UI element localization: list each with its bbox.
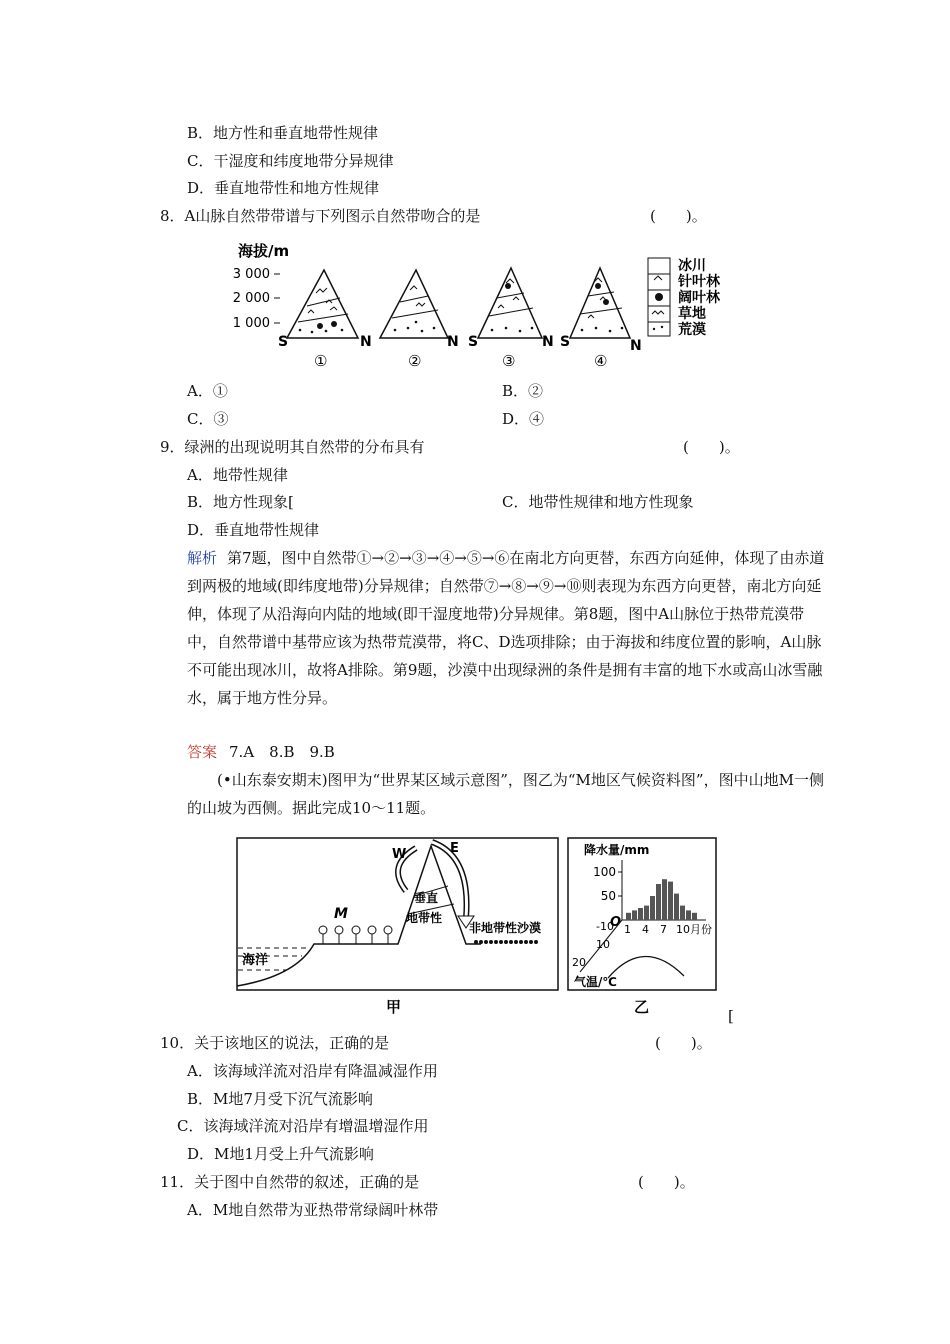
diagram-label-3: ③: [502, 352, 516, 370]
precip-bar-6: [656, 884, 661, 920]
precip-axis-title: 降水量/mm: [584, 843, 650, 857]
q9-option-c: C．地带性规律和地方性现象: [502, 493, 694, 511]
band-text-1: 垂直: [414, 891, 439, 905]
figure-jia: [236, 836, 560, 1018]
q9-stem: 9．绿洲的出现说明其自然带的分布具有: [160, 438, 425, 456]
precip-bar-7: [662, 879, 667, 920]
analysis-text: 第7题，图中自然带①→②→③→④→⑤→⑥在南北方向更替，东西方向延伸，体现了由赤道到两极的地域(即纬度地带)分异规律；自然带⑦→⑧→⑨→⑩则表现为东西方向更替，南北方向延伸，体现了从沿海向内陆的地域(即干湿度地带)分异规律。第8题，图中A山脉位于热带荒漠带中，自然带谱中基带应该为热带荒漠带，将C、D选项排除；由于海拔和纬度位置的影响，A山脉不可能出现冰川，故将A排除。第9题，沙漠中出现绿洲的条件是拥有丰富的地下水或高山冰雪融水，属于地方性分异。: [187, 549, 825, 707]
wind-w-label: W: [392, 847, 407, 862]
legend-grassland: 草地: [678, 306, 706, 322]
q8-option-b: B．②: [502, 382, 544, 400]
precip-bar-1: [626, 913, 631, 920]
y-tick-2000: 2 000: [232, 291, 270, 306]
y-tick-1000: 1 000: [232, 316, 270, 331]
analysis-paragraph: [187, 544, 827, 712]
q10-option-a: A．该海域洋流对沿岸有降温减湿作用: [187, 1062, 438, 1080]
q9-option-d: D．垂直地带性规律: [187, 521, 320, 539]
north-label-4: N: [630, 338, 642, 354]
wind-e-label: E: [450, 841, 459, 856]
q11-option-a: A．M地自然带为亚热带常绿阔叶林带: [187, 1201, 439, 1219]
q7-option-d: D．垂直地带性和地方性规律: [187, 179, 380, 197]
answer-line: [187, 742, 335, 762]
mountain-diagram-3: [468, 268, 554, 370]
precip-bar-5: [650, 896, 655, 920]
q8-stem: 8．A山脉自然带带谱与下列图示自然带吻合的是: [160, 207, 481, 225]
q9-option-b: B．地方性现象[: [187, 493, 294, 511]
precip-bar-8: [668, 882, 673, 920]
q10-option-d: D．M地1月受上升气流影响: [187, 1145, 374, 1163]
origin-label: O: [610, 915, 622, 930]
south-label-3: S: [468, 334, 479, 350]
q9-answer-paren: ( )。: [683, 438, 740, 456]
south-label-1: S: [278, 334, 289, 350]
q8-answer-paren: ( )。: [650, 207, 707, 225]
y-tick-3000: 3 000: [232, 267, 270, 282]
precip-bar-9: [674, 894, 679, 920]
answer-text: 7.A 8.B 9.B: [229, 743, 335, 761]
north-label-1: N: [360, 334, 372, 350]
ocean-label: 海洋: [242, 953, 269, 968]
temp-tick-neg10: -10: [596, 920, 614, 933]
q10-stem: 10．关于该地区的说法，正确的是: [160, 1034, 390, 1052]
temp-axis-title: 气温/℃: [574, 975, 617, 989]
desert-dots: [474, 940, 538, 944]
q8-option-c: C．③: [187, 410, 229, 428]
legend-glacier: 冰川: [678, 258, 706, 274]
band-text-2: 地带性: [406, 911, 443, 925]
q8-option-a: A．①: [187, 382, 228, 400]
q11-stem: 11．关于图中自然带的叙述，正确的是: [160, 1173, 420, 1191]
south-label-4: S: [560, 334, 571, 350]
temperature-curve: [608, 956, 684, 978]
desert-label: 非地带性沙漠: [469, 921, 542, 935]
answer-tag: 答案: [187, 743, 218, 761]
north-label-3: N: [542, 334, 554, 350]
precip-bar-4: [644, 906, 649, 920]
precip-bar-11: [686, 910, 691, 920]
q8-figure: [230, 238, 730, 373]
diagram-label-4: ④: [594, 352, 608, 370]
y-axis-title: 海拔/m: [238, 242, 290, 260]
q10-option-b: B．M地7月受下沉气流影响: [187, 1090, 373, 1108]
q10-answer-paren: ( )。: [655, 1034, 712, 1052]
q10-option-c: C．该海域洋流对沿岸有增温增湿作用: [177, 1117, 429, 1135]
month-tick-4: 4: [642, 923, 649, 936]
m-label: M: [334, 906, 348, 922]
precipitation-bars: [626, 879, 697, 920]
q7-option-c: C．干湿度和纬度地带分异规律: [187, 152, 394, 170]
legend-broadleaf: 阔叶林: [678, 290, 720, 306]
mountain-diagram-1: [278, 270, 372, 370]
q11-answer-paren: ( )。: [638, 1173, 695, 1191]
precip-bar-3: [638, 908, 643, 920]
temp-tick-10: 10: [596, 938, 610, 951]
precip-bar-10: [680, 906, 685, 920]
q7-option-b: B．地方性和垂直地带性规律: [187, 124, 379, 142]
diagram-label-2: ②: [408, 352, 422, 370]
q8-option-d: D．④: [502, 410, 545, 428]
precip-tick-100: 100: [593, 865, 616, 879]
analysis-tag: 解析: [187, 549, 218, 567]
precip-tick-50: 50: [600, 889, 616, 903]
q9-option-a: A．地带性规律: [187, 466, 288, 484]
month-tick-7: 7: [660, 923, 667, 936]
figure-jia-caption: 甲: [386, 998, 402, 1016]
mountain-diagram-4: [560, 268, 642, 370]
stray-bracket: [: [728, 1007, 734, 1025]
legend-desert: 荒漠: [678, 322, 706, 338]
month-tick-1: 1: [624, 923, 631, 936]
legend: [648, 258, 721, 338]
precip-bar-12: [692, 913, 697, 920]
precip-bar-2: [632, 910, 637, 920]
figure-yi: [566, 836, 718, 1018]
vegetation-trees: [319, 926, 392, 944]
diagram-label-1: ①: [314, 352, 328, 370]
figure-yi-caption: 乙: [634, 998, 650, 1016]
legend-coniferous: 针叶林: [678, 274, 720, 290]
mountain-diagram-2: [380, 270, 459, 370]
month-tick-10: 10月份: [676, 923, 712, 936]
north-label-2: N: [447, 334, 459, 350]
temp-tick-20: 20: [572, 956, 586, 969]
intro-paragraph: (•山东泰安期末)图甲为“世界某区域示意图”，图乙为“M地区气候资料图”，图中山地M一侧的山坡为西侧。据此完成10～11题。: [187, 771, 824, 817]
